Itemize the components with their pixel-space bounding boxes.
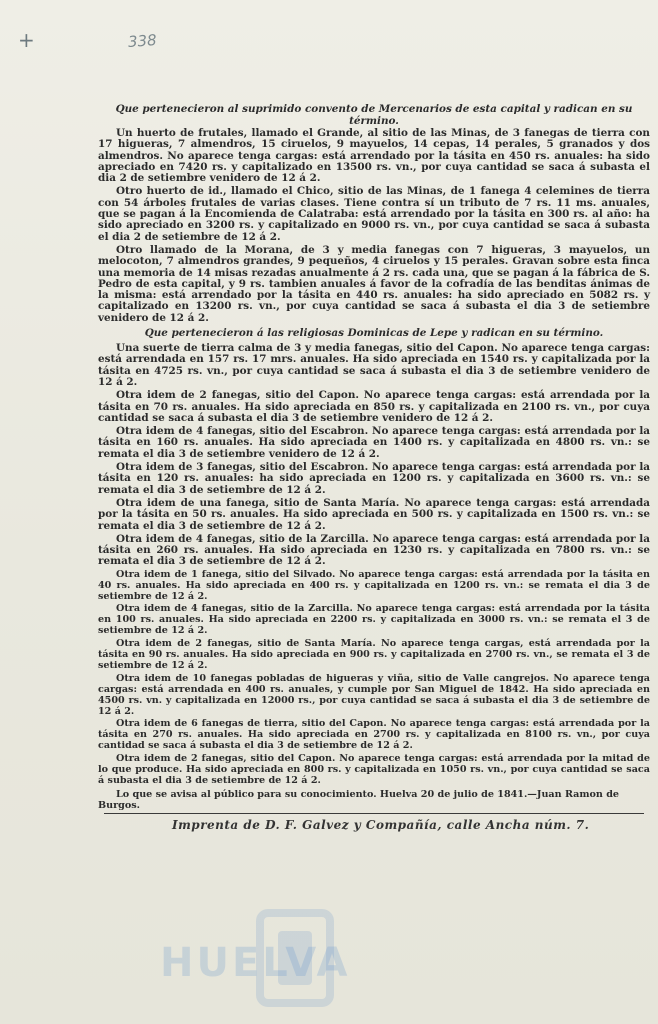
printer-imprint: Imprenta de D. F. Galvez y Compañía, calle Ancha núm. 7. bbox=[172, 817, 590, 832]
paragraph: Otro huerto de id., llamado el Chico, sitio de las Minas, de 1 fanega 4 celemines de tierra con 54 árboles frutales de varias clases. Tiene contra sí un tributo de 7 rs. 11 ms. anuales, que se pagan á la Encomienda de Calatraba: está arrendado por la tásita en 300 rs. al año: ha sido apreciado en 3200 rs. y capitalizado en 9000 rs. vn., por cuya cantidad se saca á subasta el dia 2 de setiembre de 12 á 2. bbox=[98, 185, 650, 243]
library-watermark-text: HUELVA bbox=[160, 940, 351, 986]
paragraph: Otra idem de 6 fanegas de tierra, sitio del Capon. No aparece tenga cargas: está arrendada por la tásita en 270 rs. anuales. Ha sido apreciada en 2700 rs. y capitalizada en 8100 rs. vn., por cuya cantidad se saca á subasta el dia 3 de setiembre de 12 á 2. bbox=[98, 718, 650, 752]
paragraph: Otro llamado de la Morana, de 3 y media fanegas con 7 higueras, 3 mayuelos, un melocoton, 7 almendros grandes, 9 pequeños, 4 ciruelos y 15 perales. Gravan sobre esta finca una memoria de 14 misas rezadas anualmente á 2 rs. cada una, que se pagan á la fábrica de S. Pedro de esta capital, y 9 rs. tambien anuales á favor de la cofradía de las benditas ánimas de la misma: está arrendado por la tásita en 440 rs. anuales: ha sido apreciado en 5082 rs. y capitalizado en 13200 rs. vn., por cuya cantidad se saca á subasta el dia 3 de setiembre venidero de 12 á 2. bbox=[98, 243, 650, 324]
document-body bbox=[98, 103, 650, 832]
paragraph: Otra idem de 10 fanegas pobladas de higueras y viña, sitio de Valle cangrejos. No aparece tenga cargas: está arrendada en 400 rs. anuales, y cumple por San Miguel de 1842. Ha sido apreciada en 4500 rs. vn. y capitalizada en 12000 rs., por cuya cantidad se saca á subasta el dia 3 de setiembre de 12 á 2. bbox=[98, 672, 650, 717]
paragraph: Otra idem de 4 fanegas, sitio del Escabron. No aparece tenga cargas: está arrendada por la tásita en 160 rs. anuales. Ha sido apreciada en 1400 rs. y capitalizada en 4800 rs. vn.: se remata el dia 3 de setiembre venidero de 12 á 2. bbox=[98, 425, 650, 460]
section-heading-mercenarios: Que pertenecieron al suprimido convento de Mercenarios de esta capital y radican en su término. bbox=[115, 103, 633, 127]
paragraph: Otra idem de 4 fanegas, sitio de la Zarcilla. No aparece tenga cargas: está arrendada por la tásita en 100 rs. anuales. Ha sido apreciada en 2200 rs. y capitalizada en 3000 rs. vn.: se remata el 3 de setiembre de 12 á 2. bbox=[98, 603, 650, 637]
section-heading-dominicas: Que pertenecieron á las religiosas Dominicas de Lepe y radican en su término. bbox=[144, 327, 604, 340]
paragraph: Otra idem de 2 fanegas, sitio del Capon. No aparece tenga cargas: está arrendada por la tásita en 70 rs. anuales. Ha sido apreciada en 850 rs. y capitalizada en 2100 rs. vn., por cuya cantidad se saca á subasta el dia 3 de setiembre venidero de 12 á 2. bbox=[98, 389, 650, 424]
paragraph: Un huerto de frutales, llamado el Grande, al sitio de las Minas, de 3 fanegas de tierra con 17 higueras, 7 almendros, 15 ciruelos, 9 mayuelos, 14 cepas, 14 perales, 5 granados y dos almendros. No aparece tenga cargas: está arrendado por la tásita en 450 rs. anuales: ha sido apreciado en 7420 rs. y capitalizado en 13500 rs. vn., por cuya cantidad se saca á subasta el dia 2 de setiembre venidero de 12 á 2. bbox=[98, 127, 650, 185]
paragraph: Otra idem de 2 fanegas, sitio del Capon. No aparece tenga cargas: está arrendada por la mitad de lo que produce. Ha sido apreciada en 800 rs. y capitalizada en 1050 rs. vn., por cuya cantidad se saca á subasta el dia 3 de setiembre de 12 á 2. bbox=[98, 753, 650, 786]
divider-rule bbox=[104, 813, 644, 814]
paragraph: Una suerte de tierra calma de 3 y media fanegas, sitio del Capon. No aparece tenga cargas: está arrendada en 157 rs. 17 mrs. anuales. Ha sido apreciada en 1540 rs. y capitalizada por la tásita en 4725 rs. vn., por cuya cantidad se saca á subasta el dia 3 de setiembre venidero de 12 á 2. bbox=[98, 342, 650, 388]
paragraph: Otra idem de 1 fanega, sitio del Silvado. No aparece tenga cargas: está arrendada por la tásita en 40 rs. anuales. Ha sido apreciada en 400 rs. y capitalizada en 1200 rs. vn.: se remata el dia 3 de setiembre de 12 á 2. bbox=[98, 568, 650, 602]
margin-cross-mark: + bbox=[18, 28, 35, 52]
closing-signature: Lo que se avisa al público para su conocimiento. Huelva 20 de julio de 1841.—Juan Ramon de Burgos. bbox=[98, 788, 620, 811]
paragraph: Otra idem de una fanega, sitio de Santa María. No aparece tenga cargas: está arrendada por la tásita en 50 rs. anuales. Ha sido apreciada en 500 rs. y capitalizada en 1500 rs. vn.: se remata el dia 3 de setiembre de 12 á 2. bbox=[98, 496, 650, 532]
paragraph: Otra idem de 2 fanegas, sitio de Santa María. No aparece tenga cargas, está arrendada por la tásita en 90 rs. anuales. Ha sido apreciada en 900 rs. y capitalizada en 2700 rs. vn., se remata el 3 de setiembre de 12 á 2. bbox=[98, 638, 650, 671]
folio-number: 338 bbox=[127, 31, 158, 51]
paragraph: Otra idem de 4 fanegas, sitio de la Zarcilla. No aparece tenga cargas: está arrendada por la tásita en 260 rs. anuales. Ha sido apreciada en 1230 rs. y capitalizada en 7800 rs. vn.: se remata el dia 3 de setiembre de 12 á 2. bbox=[98, 532, 650, 568]
paragraph: Otra idem de 3 fanegas, sitio del Escabron. No aparece tenga cargas: está arrendada por la tásita en 120 rs. anuales: ha sido apreciada en 1200 rs. y capitalizada en 3600 rs. vn.: se remata el dia 3 de setiembre de 12 á 2. bbox=[98, 461, 650, 496]
